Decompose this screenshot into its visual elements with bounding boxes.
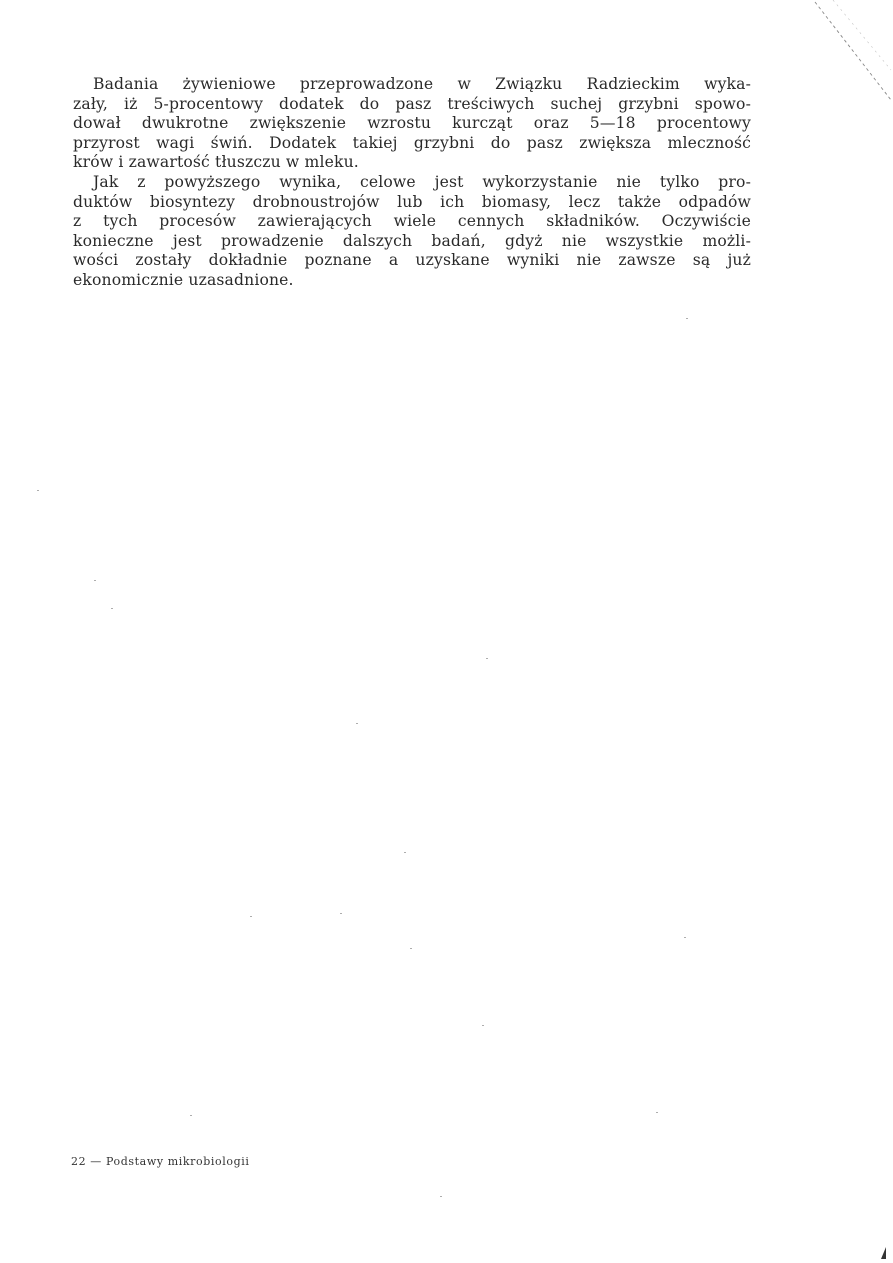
scan-speck	[356, 723, 358, 724]
scan-speck	[111, 608, 113, 609]
text-line: krów i zawartość tłuszczu w mleku.	[73, 153, 359, 172]
paragraph-2	[73, 173, 751, 291]
text-line: z tych procesów zawierających wiele cennych składników. Oczywiście	[73, 212, 751, 231]
page-footer: 22 — Podstawy mikrobiologii	[71, 1155, 250, 1168]
scan-speck	[250, 916, 252, 917]
scan-speck	[340, 913, 342, 914]
text-line: Badania żywieniowe przeprowadzone w Związku Radzieckim wyka-	[93, 75, 751, 93]
scan-speck	[440, 1196, 442, 1197]
scan-speck	[656, 1112, 658, 1113]
text-line: duktów biosyntezy drobnoustrojów lub ich biomasy, lecz także odpadów	[73, 192, 751, 211]
paragraph-1	[73, 75, 751, 173]
text-line: Jak z powyższego wynika, celowe jest wykorzystanie nie tylko pro-	[93, 172, 751, 191]
text-line: wości zostały dokładnie poznane a uzyskane wyniki nie zawsze są już	[73, 251, 751, 270]
body-text	[73, 75, 751, 291]
text-line: dował dwukrotne zwiększenie wzrostu kurcząt oraz 5—18 procentowy	[73, 114, 751, 133]
text-line: zały, iż 5-procentowy dodatek do pasz treściwych suchej grzybni spowo-	[73, 94, 751, 113]
scan-speck	[686, 318, 688, 319]
text-line: ekonomicznie uzasadnione.	[73, 270, 294, 289]
text-line: przyrost wagi świń. Dodatek takiej grzybni do pasz zwiększa mleczność	[73, 133, 751, 152]
text-line: konieczne jest prowadzenie dalszych badań, gdyż nie wszystkie możli-	[73, 231, 751, 250]
scan-speck	[410, 948, 412, 949]
scan-speck	[190, 1115, 192, 1116]
scan-speck	[684, 937, 686, 938]
corner-mark	[881, 1247, 887, 1259]
scan-speck	[404, 852, 406, 853]
scan-speck	[482, 1025, 484, 1026]
page-fold-mark	[803, 0, 893, 110]
scan-speck	[486, 658, 488, 659]
scan-speck	[94, 580, 96, 581]
scan-speck	[37, 490, 39, 491]
